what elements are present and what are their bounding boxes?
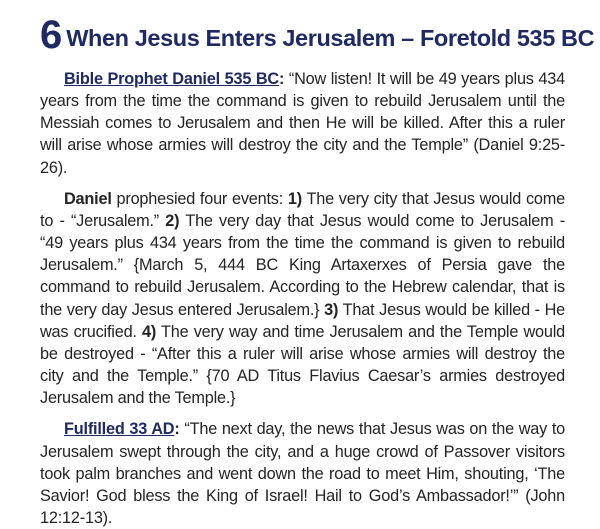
- paragraph-four-events: [40, 188, 565, 410]
- text-run: The very way and time Jerusalem and the Temple would be destroyed - “After this a ruler will arise whose armies will destroy the city and the Temple.” {70 AD Titus Flavius Caesar’s armies destroyed Jerusalem and the Temple.}: [40, 322, 565, 408]
- heading-fulfilled-33-ad: Fulfilled 33 AD: [64, 420, 175, 439]
- marker-event-2: 2): [165, 211, 180, 230]
- heading-bible-prophet-daniel: Bible Prophet Daniel 535 BC: [64, 70, 279, 88]
- text-run: :: [174, 420, 185, 439]
- text-run-daniel: Daniel: [64, 189, 112, 208]
- text-run: “Now listen! It will be 49 years plus 434 years from the time the command is given to rebuild Jerusalem until the Messiah comes to Jerusalem and then He will be killed. After this a ruler will arise whose armies will destroy the city and the Temple” (Daniel 9:25-26).: [40, 70, 565, 177]
- text-run: That Jesus would be killed - He was crucified.: [40, 300, 566, 341]
- paragraph-fulfilled: [40, 418, 565, 529]
- text-run: The very city that Jesus would come to - “Jerusalem.”: [40, 189, 565, 230]
- marker-event-3: 3): [324, 300, 339, 319]
- slide-number: 6: [40, 13, 63, 57]
- page-title-text: When Jesus Enters Jerusalem – Foretold 535 BC: [66, 25, 595, 51]
- page-title: [40, 13, 595, 57]
- marker-event-4: 4): [142, 322, 157, 341]
- text-run: The very day that Jesus would come to Jerusalem - “49 years plus 434 years from the time the command is given to rebuild Jerusalem.” {March 5, 444 BC King Artaxerxes of Persia gave the command to rebuild Jerusalem. According to the Hebrew calendar, that is the very day Jesus entered Jerusalem.}: [40, 211, 565, 319]
- paragraph-daniel-prophecy: [40, 68, 565, 179]
- marker-event-1: 1): [287, 189, 302, 208]
- text-run: prophesied four events:: [111, 189, 288, 208]
- text-run: “The next day, the news that Jesus was on the way to Jerusalem swept through the city, and a huge crowd of Passover visitors took palm branches and went down the road to meet Him, shouting, ‘The Savior! God bless the King of Israel! Hail to God’s Ambassador!’” (John 12:12-13).: [40, 420, 566, 527]
- text-run: :: [278, 70, 289, 88]
